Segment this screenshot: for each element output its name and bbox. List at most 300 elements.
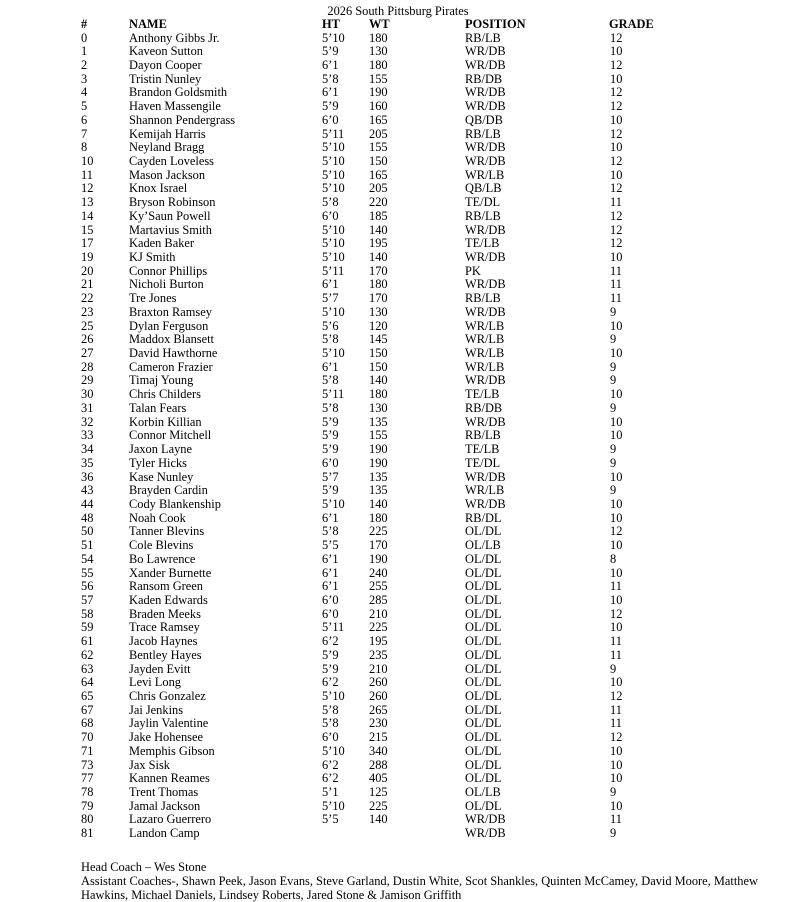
- player-name: Maddox Blansett: [129, 332, 215, 347]
- table-row: [0, 484, 796, 498]
- player-height: 5’6: [322, 318, 339, 333]
- player-weight: 140: [369, 373, 388, 388]
- player-weight: 230: [369, 716, 388, 731]
- player-number: 20: [81, 263, 94, 278]
- player-grade: 10: [610, 112, 623, 127]
- player-grade: 10: [610, 469, 623, 484]
- player-name: Memphis Gibson: [129, 743, 215, 758]
- table-row: [0, 772, 796, 786]
- player-grade: 11: [610, 277, 622, 292]
- player-grade: 12: [610, 606, 623, 621]
- player-grade: 12: [610, 57, 623, 72]
- player-grade: 10: [610, 140, 623, 155]
- player-grade: 10: [610, 592, 623, 607]
- roster-title: 2026 South Pittsburg Pirates: [327, 4, 469, 18]
- player-position: WR/DB: [465, 373, 506, 388]
- player-position: TE/LB: [465, 387, 500, 402]
- player-weight: 155: [369, 71, 388, 86]
- player-weight: 140: [369, 812, 388, 827]
- player-grade: 10: [610, 771, 623, 786]
- player-name: Haven Massengile: [129, 99, 221, 114]
- table-row: [0, 196, 796, 210]
- player-grade: 12: [610, 730, 623, 745]
- player-weight: 405: [369, 771, 388, 786]
- player-name: Braden Meeks: [129, 606, 201, 621]
- table-row: [0, 210, 796, 224]
- player-grade: 9: [610, 483, 617, 498]
- player-height: 5’8: [322, 195, 339, 210]
- player-position: RB/DB: [465, 400, 503, 415]
- player-name: Dylan Ferguson: [129, 318, 209, 333]
- table-row: [0, 690, 796, 704]
- player-number: 3: [81, 71, 88, 86]
- player-number: 21: [81, 277, 94, 292]
- player-number: 19: [81, 250, 94, 264]
- coaching-staff: [81, 860, 781, 902]
- player-position: QB/LB: [465, 181, 502, 196]
- table-row: [0, 457, 796, 471]
- player-position: OL/DL: [465, 743, 502, 758]
- player-weight: 180: [369, 510, 388, 525]
- player-name: Brayden Cardin: [129, 483, 208, 498]
- player-position: OL/DL: [465, 675, 502, 690]
- player-name: Mason Jackson: [129, 167, 206, 182]
- header-name: NAME: [129, 17, 167, 31]
- player-weight: 225: [369, 620, 388, 635]
- player-grade: 12: [610, 689, 623, 703]
- table-row: [0, 567, 796, 581]
- header-height: HT: [322, 17, 340, 31]
- player-height: 6’1: [322, 277, 339, 292]
- table-row: [0, 663, 796, 677]
- header-number: #: [81, 17, 88, 31]
- table-row: [0, 169, 796, 183]
- player-weight: 180: [369, 277, 388, 292]
- assistant-coaches: Assistant Coaches-, Shawn Peek, Jason Evans, Steve Garland, Dustin White, Scot Shankles, Quinten McCamey, David Moore, Matthew Hawkins, Michael Daniels, Lindsey Roberts, Jared Stone & Jamison Griffith: [81, 874, 758, 902]
- player-position: WR/LB: [465, 483, 505, 498]
- player-height: 5’9: [322, 44, 339, 59]
- player-name: Jake Hohensee: [129, 730, 203, 745]
- player-height: 5’10: [322, 250, 345, 264]
- player-name: Landon Camp: [129, 826, 200, 841]
- table-row: [0, 333, 796, 347]
- player-position: WR/DB: [465, 57, 506, 72]
- player-height: 6’1: [322, 359, 339, 374]
- player-position: RB/LB: [465, 208, 501, 223]
- player-number: 29: [81, 373, 94, 388]
- table-row: [0, 704, 796, 718]
- player-height: 6’0: [322, 208, 339, 223]
- table-row: [0, 347, 796, 361]
- player-number: 43: [81, 483, 94, 498]
- player-weight: 215: [369, 730, 388, 745]
- table-row: [0, 745, 796, 759]
- player-weight: 180: [369, 30, 388, 45]
- head-coach: Head Coach – Wes Stone: [81, 860, 207, 874]
- player-position: OL/DL: [465, 634, 502, 649]
- player-grade: 10: [610, 44, 623, 59]
- player-number: 77: [81, 771, 94, 786]
- player-grade: 12: [610, 85, 623, 100]
- player-weight: 150: [369, 153, 388, 168]
- table-row: [0, 86, 796, 100]
- player-name: Bo Lawrence: [129, 551, 196, 566]
- table-row: [0, 182, 796, 196]
- roster-table: [0, 32, 796, 841]
- player-grade: 10: [610, 510, 623, 525]
- player-weight: 120: [369, 318, 388, 333]
- player-weight: 260: [369, 689, 388, 703]
- player-grade: 11: [610, 579, 622, 594]
- player-number: 27: [81, 346, 94, 361]
- table-row: [0, 306, 796, 320]
- player-number: 58: [81, 606, 94, 621]
- player-number: 63: [81, 661, 94, 676]
- player-number: 81: [81, 826, 94, 841]
- table-row: [0, 374, 796, 388]
- player-weight: 240: [369, 565, 388, 580]
- player-grade: 10: [610, 496, 623, 511]
- player-height: 5’5: [322, 812, 339, 827]
- player-weight: 185: [369, 208, 388, 223]
- player-position: QB/DB: [465, 112, 503, 127]
- player-weight: 210: [369, 661, 388, 676]
- player-weight: 190: [369, 442, 388, 457]
- player-number: 1: [81, 44, 88, 59]
- player-height: 6’0: [322, 592, 339, 607]
- player-weight: 180: [369, 57, 388, 72]
- table-row: [0, 471, 796, 485]
- player-name: Noah Cook: [129, 510, 186, 525]
- player-number: 65: [81, 689, 94, 703]
- player-position: WR/DB: [465, 153, 506, 168]
- player-number: 33: [81, 428, 94, 443]
- player-name: Bryson Robinson: [129, 195, 216, 210]
- player-height: 5’10: [322, 236, 345, 251]
- table-row: [0, 512, 796, 526]
- player-grade: 10: [610, 250, 623, 264]
- table-row: [0, 32, 796, 46]
- player-name: Kase Nunley: [129, 469, 194, 484]
- table-row: [0, 649, 796, 663]
- player-height: 5’11: [322, 387, 345, 402]
- player-position: TE/DL: [465, 455, 501, 470]
- player-weight: 140: [369, 222, 388, 237]
- player-height: 5’9: [322, 442, 339, 457]
- player-position: WR/DB: [465, 469, 506, 484]
- player-number: 78: [81, 785, 94, 800]
- player-height: 5’8: [322, 332, 339, 347]
- player-number: 28: [81, 359, 94, 374]
- player-weight: 180: [369, 387, 388, 402]
- player-grade: 8: [610, 551, 617, 566]
- player-name: Timaj Young: [129, 373, 194, 388]
- player-height: 5’9: [322, 428, 339, 443]
- player-weight: 220: [369, 195, 388, 210]
- table-row: [0, 498, 796, 512]
- player-height: 5’8: [322, 524, 339, 539]
- player-name: Kaveon Sutton: [129, 44, 203, 59]
- player-name: Ransom Green: [129, 579, 203, 594]
- player-height: 6’2: [322, 634, 339, 649]
- table-row: [0, 813, 796, 827]
- player-grade: 10: [610, 414, 623, 429]
- player-name: Trent Thomas: [129, 785, 199, 800]
- player-number: 64: [81, 675, 94, 690]
- player-grade: 9: [610, 785, 617, 800]
- table-row: [0, 553, 796, 567]
- player-name: Kannen Reames: [129, 771, 210, 786]
- player-weight: 340: [369, 743, 388, 758]
- player-number: 59: [81, 620, 94, 635]
- player-grade: 11: [610, 647, 622, 662]
- player-grade: 11: [610, 634, 622, 649]
- player-position: OL/DL: [465, 730, 502, 745]
- header-weight: WT: [369, 17, 390, 31]
- player-name: Kaden Edwards: [129, 592, 208, 607]
- player-grade: 10: [610, 167, 623, 182]
- table-row: [0, 237, 796, 251]
- player-name: Cameron Frazier: [129, 359, 213, 374]
- player-number: 25: [81, 318, 94, 333]
- player-grade: 10: [610, 620, 623, 635]
- table-row: [0, 635, 796, 649]
- player-height: 5’8: [322, 373, 339, 388]
- player-number: 51: [81, 538, 94, 553]
- player-height: 5’10: [322, 689, 345, 703]
- player-position: WR/LB: [465, 318, 505, 333]
- player-position: OL/DL: [465, 524, 502, 539]
- player-name: Dayon Cooper: [129, 57, 202, 72]
- player-position: WR/DB: [465, 812, 506, 827]
- player-weight: 205: [369, 126, 388, 141]
- table-row: [0, 608, 796, 622]
- player-name: Tanner Blevins: [129, 524, 205, 539]
- player-grade: 11: [610, 291, 622, 306]
- player-name: Jamal Jackson: [129, 798, 201, 813]
- player-weight: 140: [369, 496, 388, 511]
- player-weight: 190: [369, 85, 388, 100]
- player-name: Talan Fears: [129, 400, 187, 415]
- player-number: 35: [81, 455, 94, 470]
- player-height: 5’10: [322, 346, 345, 361]
- player-position: WR/DB: [465, 496, 506, 511]
- table-row: [0, 128, 796, 142]
- player-number: 36: [81, 469, 94, 484]
- player-height: 6’0: [322, 730, 339, 745]
- player-position: OL/DL: [465, 565, 502, 580]
- player-grade: 10: [610, 538, 623, 553]
- player-grade: 12: [610, 524, 623, 539]
- player-position: WR/LB: [465, 167, 505, 182]
- player-height: 6’2: [322, 757, 339, 772]
- player-position: TE/LB: [465, 442, 500, 457]
- player-name: Martavius Smith: [129, 222, 212, 237]
- player-number: 2: [81, 57, 88, 72]
- player-grade: 11: [610, 812, 622, 827]
- player-number: 5: [81, 99, 88, 114]
- player-number: 17: [81, 236, 94, 251]
- player-height: 5’9: [322, 647, 339, 662]
- player-height: 5’10: [322, 30, 345, 45]
- player-name: Tre Jones: [129, 291, 177, 306]
- player-position: WR/DB: [465, 250, 506, 264]
- player-height: 5’8: [322, 400, 339, 415]
- player-height: 6’1: [322, 57, 339, 72]
- player-position: OL/LB: [465, 538, 501, 553]
- player-grade: 12: [610, 30, 623, 45]
- player-name: Brandon Goldsmith: [129, 85, 228, 100]
- player-grade: 10: [610, 428, 623, 443]
- player-weight: 205: [369, 181, 388, 196]
- table-row: [0, 155, 796, 169]
- player-height: 5’10: [322, 153, 345, 168]
- player-grade: 12: [610, 236, 623, 251]
- player-name: Levi Long: [129, 675, 181, 690]
- player-name: Neyland Bragg: [129, 140, 205, 155]
- player-weight: 135: [369, 414, 388, 429]
- table-row: [0, 621, 796, 635]
- player-grade: 9: [610, 442, 617, 457]
- player-grade: 10: [610, 798, 623, 813]
- player-number: 67: [81, 702, 94, 717]
- player-name: Jaxon Layne: [129, 442, 192, 457]
- player-height: 5’11: [322, 620, 345, 635]
- player-weight: 260: [369, 675, 388, 690]
- table-row: [0, 45, 796, 59]
- player-position: RB/LB: [465, 291, 501, 306]
- player-weight: 130: [369, 400, 388, 415]
- player-grade: 11: [610, 263, 622, 278]
- player-number: 0: [81, 30, 88, 45]
- player-name: Tyler Hicks: [129, 455, 187, 470]
- player-weight: 135: [369, 483, 388, 498]
- player-height: 5’9: [322, 414, 339, 429]
- player-grade: 9: [610, 661, 617, 676]
- player-name: Chris Childers: [129, 387, 201, 402]
- player-name: Korbin Killian: [129, 414, 202, 429]
- player-weight: 165: [369, 112, 388, 127]
- table-row: [0, 594, 796, 608]
- player-weight: 140: [369, 250, 388, 264]
- player-position: PK: [465, 263, 481, 278]
- player-weight: 288: [369, 757, 388, 772]
- table-row: [0, 224, 796, 238]
- table-row: [0, 731, 796, 745]
- player-number: 71: [81, 743, 94, 758]
- player-grade: 10: [610, 346, 623, 361]
- player-height: 6’1: [322, 551, 339, 566]
- player-grade: 12: [610, 181, 623, 196]
- player-height: 5’9: [322, 483, 339, 498]
- player-weight: 165: [369, 167, 388, 182]
- table-row: [0, 676, 796, 690]
- player-number: 48: [81, 510, 94, 525]
- table-row: [0, 580, 796, 594]
- player-position: RB/LB: [465, 126, 501, 141]
- table-row: [0, 717, 796, 731]
- player-height: 5’8: [322, 702, 339, 717]
- player-name: Jax Sisk: [129, 757, 170, 772]
- table-row: [0, 402, 796, 416]
- player-name: Kaden Baker: [129, 236, 195, 251]
- player-name: Jaylin Valentine: [129, 716, 209, 731]
- player-grade: 10: [610, 71, 623, 86]
- player-grade: 10: [610, 565, 623, 580]
- table-row: [0, 361, 796, 375]
- player-name: Jai Jenkins: [129, 702, 184, 717]
- player-weight: 150: [369, 359, 388, 374]
- player-position: OL/DL: [465, 798, 502, 813]
- player-grade: 10: [610, 757, 623, 772]
- player-height: 5’10: [322, 304, 345, 319]
- player-position: OL/DL: [465, 606, 502, 621]
- player-height: 6’0: [322, 112, 339, 127]
- player-weight: 170: [369, 538, 388, 553]
- player-height: 5’10: [322, 496, 345, 511]
- player-number: 79: [81, 798, 94, 813]
- table-row: [0, 278, 796, 292]
- player-position: OL/DL: [465, 579, 502, 594]
- player-height: 5’5: [322, 538, 339, 553]
- player-height: 6’1: [322, 579, 339, 594]
- player-name: Tristin Nunley: [129, 71, 202, 86]
- player-number: 6: [81, 112, 88, 127]
- player-position: OL/DL: [465, 689, 502, 703]
- table-row: [0, 786, 796, 800]
- player-number: 62: [81, 647, 94, 662]
- player-name: Jayden Evitt: [129, 661, 191, 676]
- player-number: 23: [81, 304, 94, 319]
- player-name: Trace Ramsey: [129, 620, 200, 635]
- player-grade: 9: [610, 455, 617, 470]
- player-position: OL/DL: [465, 620, 502, 635]
- table-row: [0, 100, 796, 114]
- player-position: WR/DB: [465, 44, 506, 59]
- player-grade: 12: [610, 99, 623, 114]
- player-name: Connor Phillips: [129, 263, 208, 278]
- player-weight: 195: [369, 236, 388, 251]
- player-height: 6’2: [322, 675, 339, 690]
- player-number: 12: [81, 181, 94, 196]
- table-row: [0, 114, 796, 128]
- player-height: 5’11: [322, 263, 345, 278]
- player-height: 5’10: [322, 222, 345, 237]
- player-position: TE/LB: [465, 236, 500, 251]
- player-position: RB/DB: [465, 71, 503, 86]
- player-position: OL/DL: [465, 702, 502, 717]
- player-grade: 12: [610, 153, 623, 168]
- player-weight: 135: [369, 469, 388, 484]
- player-name: David Hawthorne: [129, 346, 218, 361]
- player-number: 70: [81, 730, 94, 745]
- player-grade: 12: [610, 126, 623, 141]
- player-name: Anthony Gibbs Jr.: [129, 30, 220, 45]
- player-position: TE/DL: [465, 195, 501, 210]
- player-number: 57: [81, 592, 94, 607]
- player-weight: 210: [369, 606, 388, 621]
- player-number: 32: [81, 414, 94, 429]
- table-row: [0, 539, 796, 553]
- player-position: RB/LB: [465, 428, 501, 443]
- player-grade: 10: [610, 318, 623, 333]
- player-height: 5’9: [322, 661, 339, 676]
- player-name: Lazaro Guerrero: [129, 812, 212, 827]
- header-grade: GRADE: [609, 17, 654, 31]
- player-weight: 195: [369, 634, 388, 649]
- table-row: [0, 443, 796, 457]
- player-height: 5’11: [322, 126, 345, 141]
